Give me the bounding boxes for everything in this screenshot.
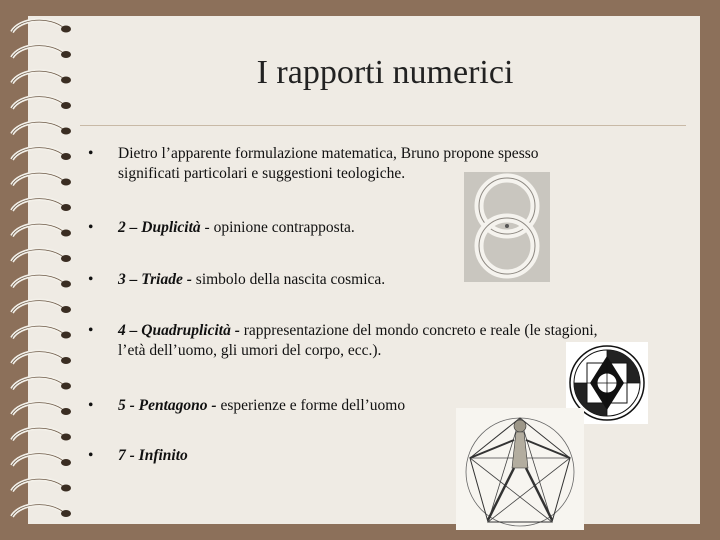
binding-hole: [61, 281, 71, 288]
binding-ring: [12, 403, 64, 415]
bullet-text: - opinione contrapposta.: [200, 219, 355, 236]
bullet-text: esperienze e forme dell’uomo: [216, 397, 406, 414]
bullet-dot: •: [88, 447, 94, 464]
binding-ring: [12, 173, 64, 185]
binding-ring: [12, 301, 64, 313]
binding-hole: [61, 230, 71, 237]
bullet-dot: •: [88, 145, 94, 162]
binding-ring: [12, 505, 64, 517]
binding-ring: [12, 122, 64, 134]
bullet-term: 3 – Triade -: [118, 271, 192, 288]
binding-ring: [12, 97, 64, 109]
binding-ring: [12, 46, 64, 58]
binding-ring: [12, 352, 64, 364]
binding-hole: [61, 77, 71, 84]
binding-hole: [61, 408, 71, 415]
binding-ring: [12, 275, 64, 287]
binding-ring: [12, 199, 64, 211]
bullet-dot: •: [88, 322, 94, 339]
binding-ring: [12, 148, 64, 160]
binding-hole: [61, 179, 71, 186]
bullet-dot: •: [88, 271, 94, 288]
binding-hole: [61, 102, 71, 109]
binding-ring: [12, 250, 64, 262]
binding-hole: [61, 128, 71, 135]
binding-hole: [61, 255, 71, 262]
binding-hole: [61, 26, 71, 33]
bullet-text: Dietro l’apparente formulazione matematica, Bruno propone spesso: [118, 145, 539, 162]
bullet-term: 5 - Pentagono -: [118, 397, 217, 414]
binding-ring: [12, 71, 64, 83]
bullet-text: rappresentazione del mondo concreto e reale (le stagioni,: [239, 322, 598, 339]
binding-hole: [61, 510, 71, 517]
title-divider: [80, 125, 686, 126]
bullet-term: 4 – Quadruplicità -: [118, 322, 240, 339]
binding-hole: [61, 332, 71, 339]
pentagon-figure-image: [456, 408, 584, 530]
slide-title: I rapporti numerici: [256, 54, 514, 91]
binding-hole: [61, 306, 71, 313]
binding-ring: [12, 428, 64, 440]
binding-hole: [61, 51, 71, 58]
bullet-term: 2 – Duplicità: [118, 219, 201, 236]
binding-hole: [61, 383, 71, 390]
spiral-binding: [0, 0, 80, 540]
bullet-dot: •: [88, 397, 94, 414]
binding-hole: [61, 485, 71, 492]
bullet-dot: •: [88, 219, 94, 236]
binding-ring: [12, 20, 64, 32]
binding-ring: [12, 479, 64, 491]
binding-hole: [61, 153, 71, 160]
bullet-text: l’età dell’uomo, gli umori del corpo, ecc.).: [118, 342, 382, 359]
binding-hole: [61, 357, 71, 364]
binding-ring: [12, 224, 64, 236]
bullet-text: simbolo della nascita cosmica.: [191, 271, 386, 288]
two-rings-image: [464, 172, 550, 282]
binding-hole: [61, 204, 71, 211]
binding-ring: [12, 326, 64, 338]
bullet-term: 7 - Infinito: [118, 447, 188, 464]
binding-ring: [12, 377, 64, 389]
binding-hole: [61, 434, 71, 441]
bullet-text: significati particolari e suggestioni teologiche.: [118, 165, 406, 182]
binding-hole: [61, 459, 71, 466]
binding-ring: [12, 454, 64, 466]
